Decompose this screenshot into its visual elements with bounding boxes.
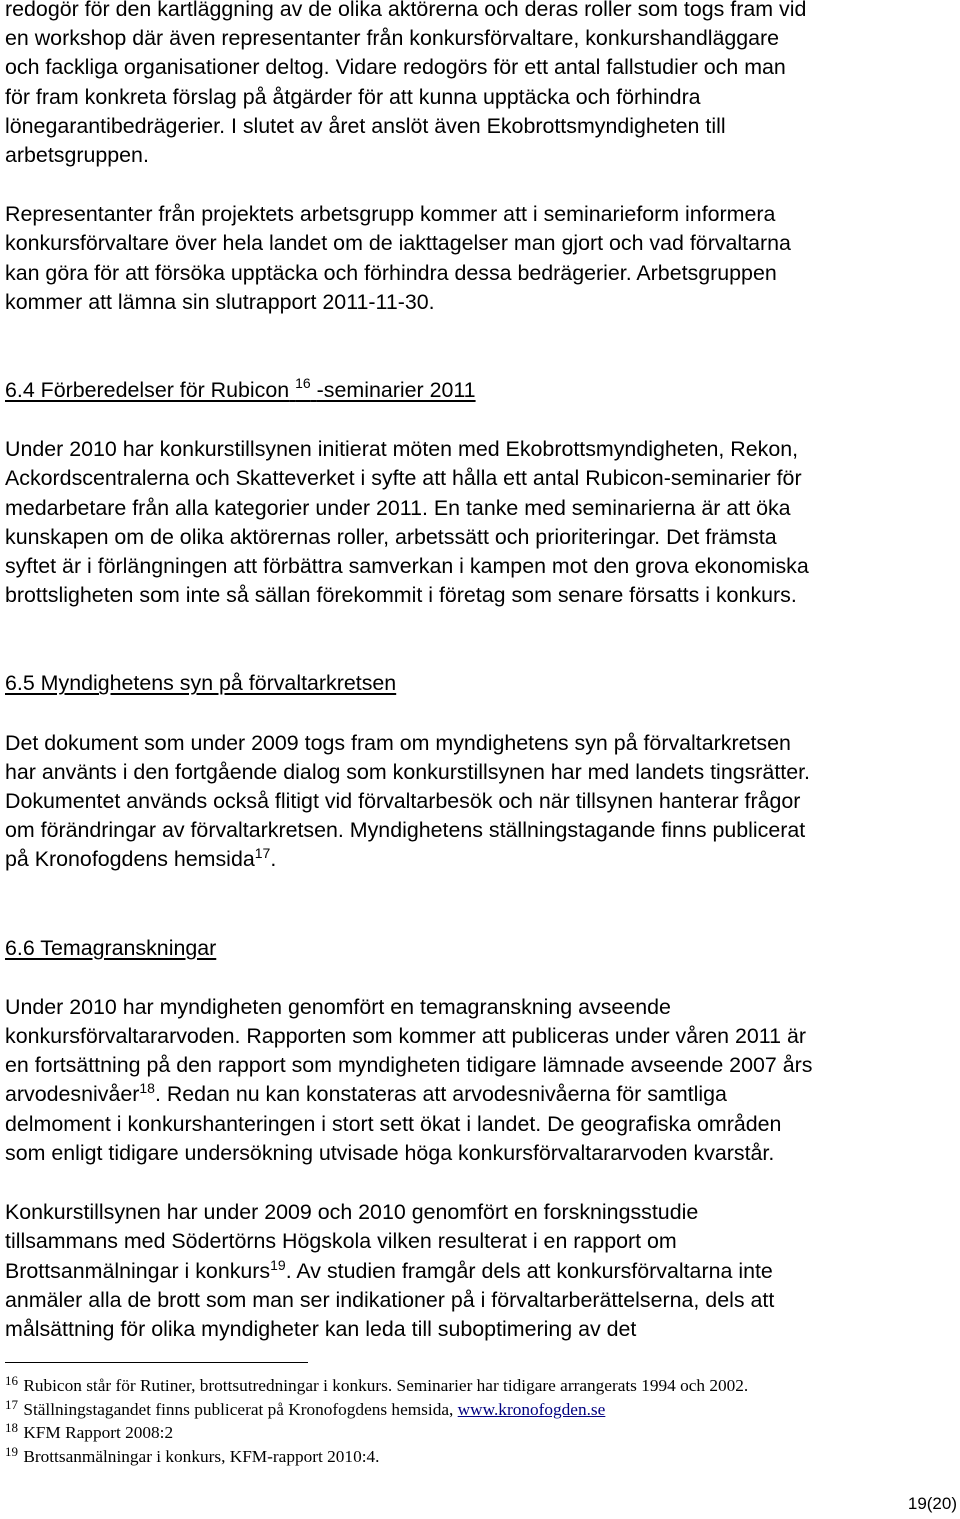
footnote-18: $^{18}$ KFM Rapport 2008:2 bbox=[5, 1420, 174, 1442]
text-line: anmäler alla de brott som man ser indikationer på i förvaltarberättelserna, dels att bbox=[5, 1287, 775, 1312]
text-line: syftet är i förlängningen att förbättra samverkan i kampen mot den grova ekonomiska bbox=[5, 554, 809, 579]
footnote-19: $^{19}$ Brottsanmälningar i konkurs, KFM-rapport 2010:4. bbox=[5, 1443, 380, 1466]
text-line: Brottsanmälningar i konkurs$^{19}$. Av studien framgår dels att konkursförvaltarna inte bbox=[5, 1256, 773, 1283]
heading-6-4-suffix: -seminarier 2011 bbox=[316, 378, 476, 403]
text-line: för fram konkreta förslag på åtgärder för att kunna upptäcka och förhindra bbox=[5, 84, 701, 109]
text-line: tillsammans med Södertörns Högskola vilken resulterat i en rapport om bbox=[5, 1229, 677, 1254]
document-page bbox=[5, 0, 960, 1344]
text-line: lönegarantibedrägerier. I slutet av året anslöt även Ekobrottsmyndigheten till bbox=[5, 113, 726, 138]
text-line: en fortsättning på den rapport som myndigheten tidigare lämnade avseende 2007 års bbox=[5, 1053, 813, 1078]
footnote-ref-16[interactable]: 16 bbox=[295, 375, 311, 392]
footnotes bbox=[5, 1374, 748, 1468]
text-line: kommer att lämna sin slutrapport 2011-11-30. bbox=[5, 289, 435, 314]
text-line: Konkurstillsynen har under 2009 och 2010 genomfört en forskningsstudie bbox=[5, 1200, 699, 1225]
workgroup-paragraph bbox=[5, 200, 960, 317]
section-6-4-paragraph bbox=[5, 435, 960, 610]
heading-6-6: 6.6 Temagranskningar bbox=[5, 935, 217, 960]
text-line: Under 2010 har konkurstillsynen initierat möten med Ekobrottsmyndigheten, Rekon, bbox=[5, 437, 799, 462]
text-line: om förändringar av förvaltarkretsen. Myndighetens ställningstagande finns publicerat bbox=[5, 818, 806, 843]
text-line: arvodesnivåer$^{18}$. Redan nu kan konstateras att arvodesnivåerna för samtliga bbox=[5, 1080, 727, 1107]
section-6-5-paragraph bbox=[5, 729, 960, 875]
text-line: kunskapen om de olika aktörernas roller, arbetssätt och prioriteringar. Det främsta bbox=[5, 524, 777, 549]
text-line: en workshop där även representanter från konkursförvaltare, konkurshandläggare bbox=[5, 26, 780, 51]
text-line: Under 2010 har myndigheten genomfört en temagranskning avseende bbox=[5, 994, 671, 1019]
page-number: 19(20) bbox=[907, 1494, 957, 1513]
section-6-6-paragraph-2 bbox=[5, 1198, 960, 1344]
section-6-6-paragraph-1 bbox=[5, 993, 960, 1168]
footnote-divider bbox=[5, 1362, 308, 1363]
text-line: Det dokument som under 2009 togs fram om myndighetens syn på förvaltarkretsen bbox=[5, 730, 791, 755]
kronofogden-link[interactable]: www.kronofogden.se bbox=[457, 1399, 606, 1419]
text-line: Ackordscentralerna och Skatteverket i syfte att hålla ett antal Rubicon-seminarier för bbox=[5, 466, 802, 491]
footnote-ref-18[interactable]: 18 bbox=[139, 1080, 155, 1097]
text-line: Representanter från projektets arbetsgrupp kommer att i seminarieform informera bbox=[5, 202, 776, 227]
text-line: arbetsgruppen. bbox=[5, 143, 149, 168]
text-line: delmoment i konkurshanteringen i stort sett ökat i landet. De geografiska områden bbox=[5, 1111, 782, 1136]
text-line: på Kronofogdens hemsida$^{17}$. bbox=[5, 845, 277, 872]
heading-6-4-text: 6.4 Förberedelser för Rubicon bbox=[5, 378, 290, 403]
heading-6-4 bbox=[5, 376, 960, 405]
intro-paragraph bbox=[5, 0, 960, 170]
text-line: målsättning för olika myndigheter kan leda till suboptimering av det bbox=[5, 1316, 637, 1341]
text-line: medarbetare från alla kategorier under 2011. En tanke med seminarierna är att öka bbox=[5, 495, 791, 520]
footnote-16: $^{16}$ Rubicon står för Rutiner, brottsutredningar i konkurs. Seminarier har tidigare arrangerats 1994 och 2002. bbox=[5, 1373, 749, 1395]
text-line: redogör för den kartläggning av de olika aktörerna och deras roller som togs fram vid bbox=[5, 0, 807, 21]
footnote-17: $^{17}$ Ställningstagandet finns publicerat på Kronofogdens hemsida, www.kronofogden.se bbox=[5, 1396, 606, 1419]
text-line: och fackliga organisationer deltog. Vidare redogörs för ett antal fallstudier och man bbox=[5, 55, 786, 80]
text-line: konkursförvaltare över hela landet om de iakttagelser man gjort och vad förvaltarna bbox=[5, 231, 791, 256]
text-line: som enligt tidigare undersökning utvisade höga konkursförvaltararvoden kvarstår. bbox=[5, 1140, 775, 1165]
heading-6-5: 6.5 Myndighetens syn på förvaltarkretsen bbox=[5, 671, 397, 696]
footnote-ref-19[interactable]: 19 bbox=[270, 1256, 286, 1273]
footnote-ref-17[interactable]: 17 bbox=[254, 845, 271, 862]
text-line: konkursförvaltararvoden. Rapporten som kommer att publiceras under våren 2011 är bbox=[5, 1024, 806, 1049]
text-line: Dokumentet används också flitigt vid förvaltarbesök och när tillsynen hanterar frågor bbox=[5, 789, 801, 814]
text-line: brottsligheten som inte så sällan förekommit i företag som senare försatts i konkurs. bbox=[5, 583, 797, 608]
text-line: har använts i den fortgående dialog som konkurstillsynen har med landets tingsrätter. bbox=[5, 759, 810, 784]
text-line: kan göra för att försöka upptäcka och förhindra dessa bedrägerier. Arbetsgruppen bbox=[5, 260, 777, 285]
